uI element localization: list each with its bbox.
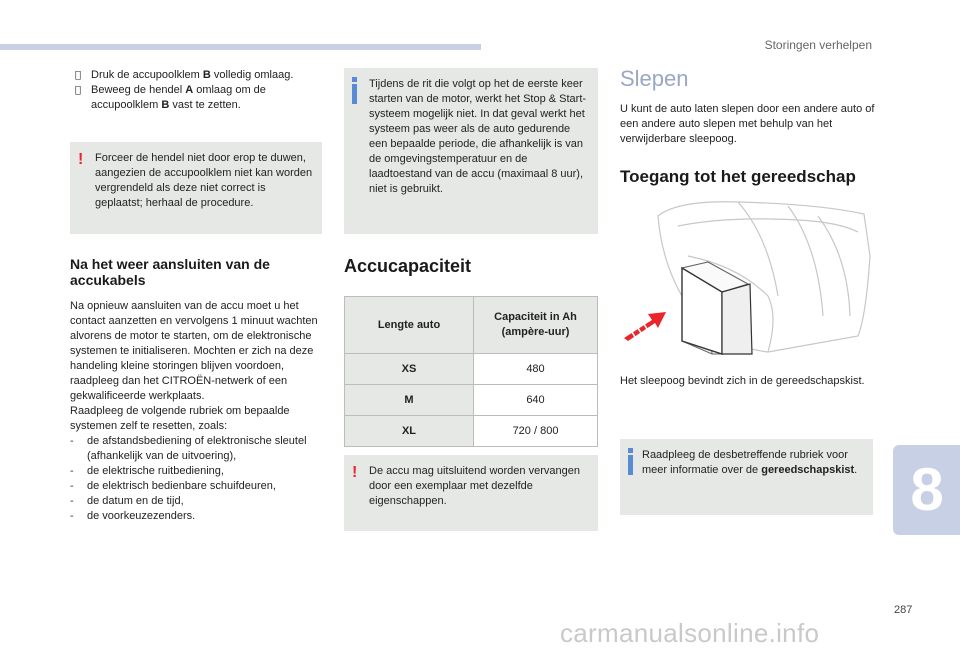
info-note: Raadpleeg de desbetreffende rubriek voor meer informatie over de gereedschapskist. (620, 439, 873, 515)
table-header-row (345, 297, 598, 354)
table-cell: 480 (474, 354, 598, 385)
warning-icon: ! (352, 464, 358, 481)
chapter-number: 8 (910, 456, 944, 523)
watermark: carmanualsonline.info (560, 618, 820, 648)
arrow-bullet-icon (75, 83, 81, 98)
reconnect-section (70, 256, 322, 524)
section-heading: Na het weer aansluiten van de accukabels (70, 256, 270, 288)
warning-note (70, 142, 322, 234)
paragraph: U kunt de auto laten slepen door een andere auto of een andere auto slepen met behulp van het verwijderbare sleepoog. (620, 103, 875, 145)
table-cell: XL (345, 416, 474, 447)
section-heading: Accucapaciteit (344, 256, 472, 276)
warning-text: De accu mag uitsluitend worden vervangen door een exemplaar met dezelfde eigenschappen. (369, 465, 580, 507)
paragraph: Na opnieuw aansluiten van de accu moet u het contact aanzetten en vervolgens 1 minuut wachten alvorens de motor te starten, om de elektronische systemen te initialiseren. Mochten er zich na deze handeling kleine storingen blijven voordoen, raadpleeg dan het CITROËN-netwerk of een gekwalificeerde werkplaats. (70, 300, 318, 402)
table-cell: 720 / 800 (474, 416, 598, 447)
info-note (344, 68, 598, 234)
caption: Het sleepoog bevindt zich in de gereedschapskist. (620, 375, 865, 387)
warning-text: Forceer de hendel niet door erop te duwen, aangezien de accupoolklem niet kan worden vergrendeld als deze niet correct is geplaatst; herhaal de procedure. (95, 152, 313, 209)
table-cell: M (345, 385, 474, 416)
warning-note (344, 455, 598, 531)
list-item: - de afstandsbediening of elektronische sleutel (afhankelijk van de uitvoering), (70, 435, 307, 462)
table-cell: 640 (474, 385, 598, 416)
info-text: Tijdens de rit die volgt op het de eerste keer starten van de motor, werkt het Stop & Start-systeem mogelijk niet. In dat geval werkt het systeem pas weer als de auto gedurende een bepaalde periode, die afhankelijk is van de omgevingstemperatuur en de laadtoestand van de accu (maximaal 8 uur), niet is gebruikt. (369, 78, 587, 195)
info-icon (628, 455, 633, 475)
header-bar (0, 44, 481, 50)
column-header: Lengte auto (345, 297, 474, 354)
arrow-bullet-icon (75, 68, 81, 83)
column-header: Capaciteit in Ah (ampère-uur) (474, 297, 598, 354)
section-title: Storingen verhelpen (764, 38, 872, 52)
table-row (345, 354, 598, 385)
paragraph: Raadpleeg de volgende rubriek om bepaalde systemen zelf te resetten, zoals: (70, 405, 290, 432)
section-heading: Toegang tot het gereedschap (620, 167, 856, 186)
table-row (345, 416, 598, 447)
page-number: 287 (894, 604, 913, 616)
capacity-table (344, 296, 598, 447)
reset-list (70, 434, 322, 524)
info-icon (352, 84, 357, 104)
list-item: - de datum en de tijd, (70, 495, 184, 507)
table-row (345, 385, 598, 416)
steps-block (70, 68, 322, 113)
arrow-pointer-icon (622, 308, 666, 342)
page-title: Slepen (620, 66, 689, 91)
list-item: - de voorkeuzezenders. (70, 510, 196, 522)
table-cell: XS (345, 354, 474, 385)
step-list (70, 68, 322, 113)
step-item: Druk de accupoolklem B volledig omlaag. (70, 68, 322, 83)
list-item: - de elektrisch bedienbare schuifdeuren, (70, 480, 276, 492)
list-item: - de elektrische ruitbediening, (70, 465, 224, 477)
warning-icon: ! (78, 151, 84, 168)
step-item: Beweeg de hendel A omlaag om de accupoolklem B vast te zetten. (70, 83, 322, 113)
